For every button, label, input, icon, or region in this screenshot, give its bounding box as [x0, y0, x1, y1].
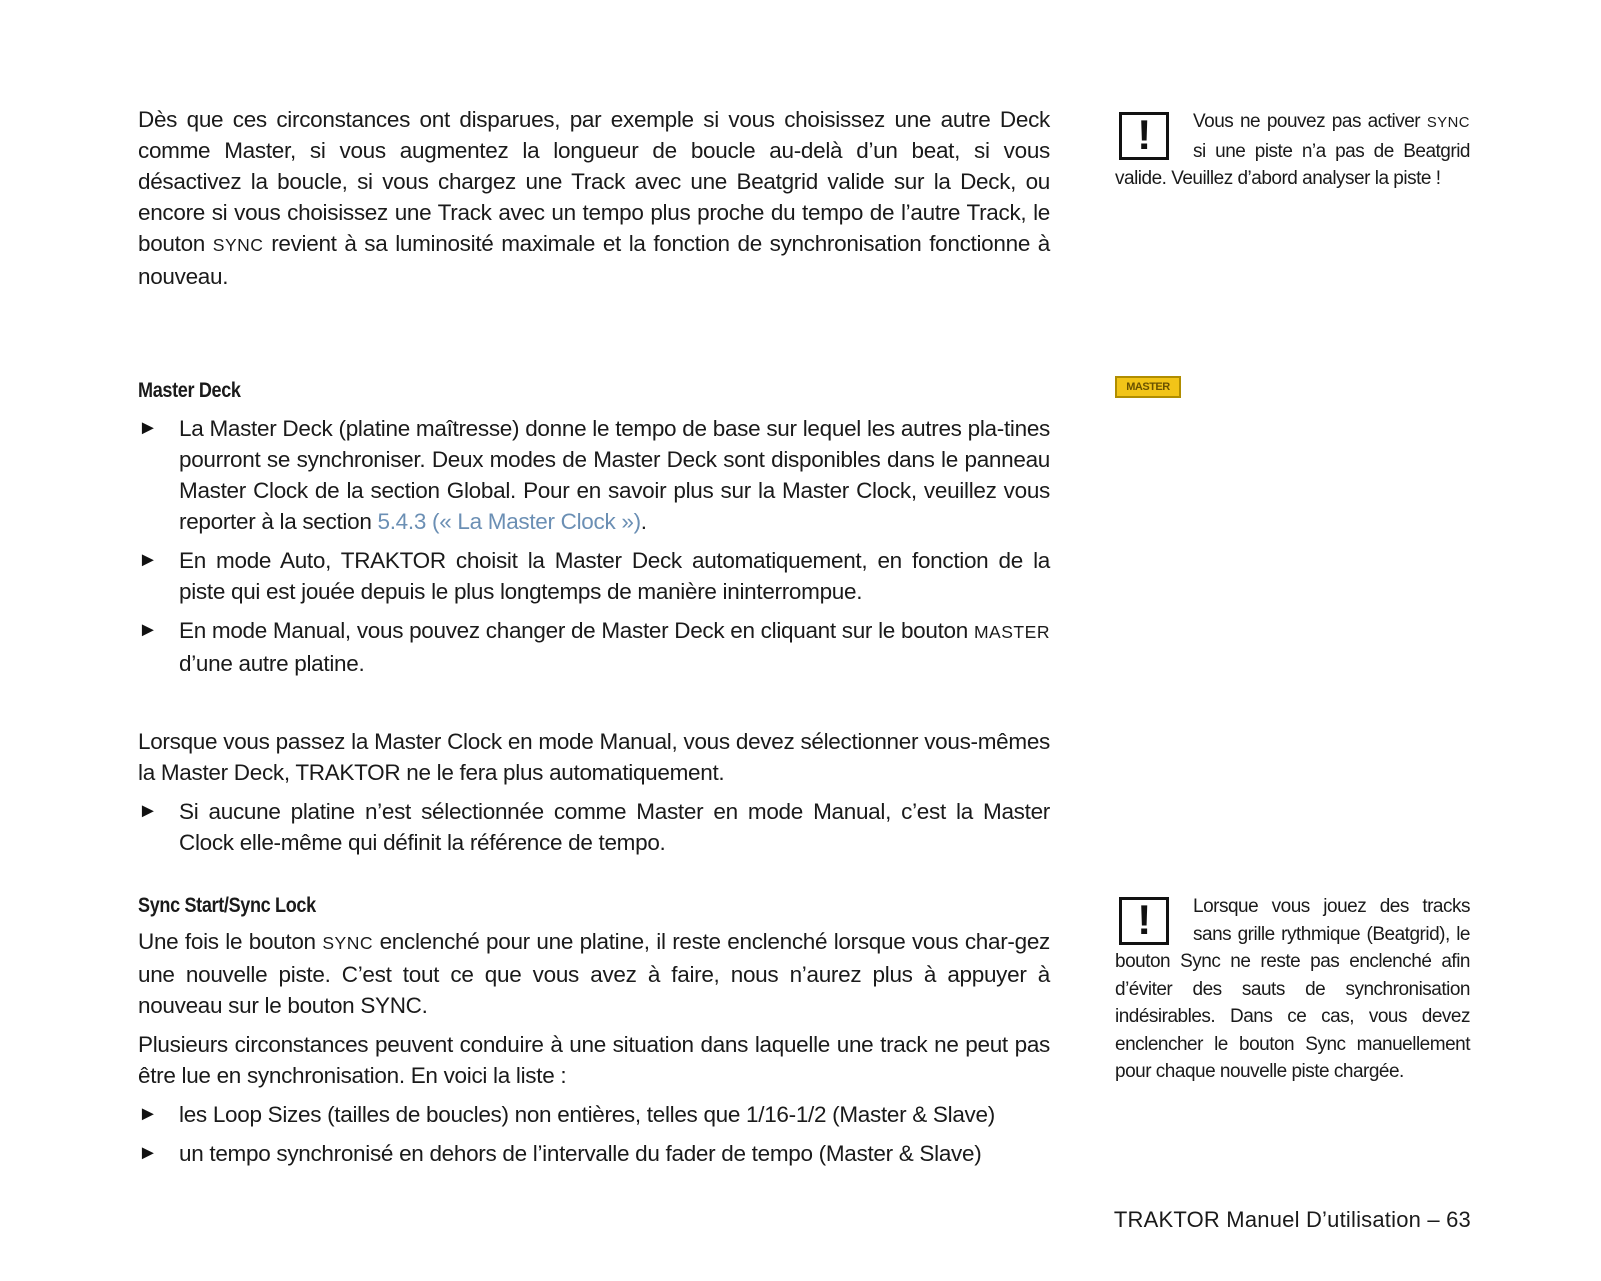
section-heading-sync-start: Sync Start/Sync Lock [138, 894, 316, 917]
exclamation-glyph: ! [1137, 896, 1151, 943]
paragraph: Plusieurs circonstances peuvent conduire à une situation dans laquelle une track ne peut pas être lue en synchronisation. En voici la liste : [138, 1032, 1050, 1088]
sync-smallcaps: SYNC [322, 933, 374, 953]
main-column [138, 104, 1050, 1169]
exclamation-box-icon [1119, 112, 1169, 160]
exclamation-box-icon [1119, 897, 1169, 945]
list-item [138, 615, 1050, 679]
note-text: Lorsque vous jouez des tracks sans grille rythmique (Beatgrid), le bouton Sync ne reste pas enclenché afin d’éviter des sauts de synchronisation indésirables. Dans ce cas, vous devez enclencher le bouton Sync manuellement pour chaque nouvelle piste chargée. [1115, 896, 1470, 1082]
note-text: Vous ne pouvez pas activer [1193, 111, 1427, 132]
bullet-text: En mode Manual, vous pouvez changer de Master Deck en cliquant sur le bouton [179, 618, 974, 643]
triangle-right-icon: ► [138, 1103, 158, 1125]
page-footer: TRAKTOR Manuel D’utilisation – 63 [1113, 1207, 1471, 1232]
side-note-sync-warning [1115, 108, 1470, 193]
master-smallcaps: MASTER [973, 622, 1050, 642]
side-note-beatgrid-warning [1115, 893, 1470, 1086]
bullet-text: En mode Auto, TRAKTOR choisit la Master Deck automatiquement, en fonction de la piste qui est jouée depuis le plus longtemps de manière ininterrompue. [179, 548, 1050, 604]
paragraph: Lorsque vous passez la Master Clock en mode Manual, vous devez sélectionner vous-mêmes la Master Deck, TRAKTOR ne le fera plus automatiquement. [138, 729, 1050, 785]
master-button-image: MASTER [1115, 376, 1181, 398]
list-item [138, 796, 1050, 858]
note-text-end: si une piste n’a pas de Beatgrid valide. Veuillez d’abord analyser la piste ! [1115, 140, 1470, 189]
intro-text-end: revient à sa luminosité maximale et la fonction de synchronisation fonctionne à nouveau. [138, 231, 1050, 289]
exclamation-glyph: ! [1137, 111, 1151, 158]
list-item [138, 413, 1050, 537]
paragraph-text: Une fois le bouton [138, 929, 323, 954]
triangle-right-icon: ► [138, 549, 158, 571]
bullet-text: un tempo synchronisé en dehors de l’intervalle du fader de tempo (Master & Slave) [179, 1141, 982, 1166]
sync-smallcaps: SYNC [212, 235, 264, 255]
intro-paragraph [138, 104, 1050, 292]
triangle-right-icon: ► [138, 417, 158, 439]
bullet-text-end: . [640, 509, 647, 534]
bullet-text: Si aucune platine n’est sélectionnée comme Master en mode Manual, c’est la Master Clock elle-même qui définit la référence de tempo. [179, 799, 1050, 855]
bullet-text-end: d’une autre platine. [179, 651, 365, 676]
intro-text: Dès que ces circonstances ont disparues, par exemple si vous choisissez une autre Deck comme Master, si vous augmentez la longueur de boucle au-delà d’un beat, si vous désactivez la boucle, si vous chargez une Track avec une Beatgrid valide sur la Deck, ou encore si vous choisissez une Track avec un tempo plus proche du tempo de l’autre Track, le bouton [138, 107, 1050, 256]
triangle-right-icon: ► [138, 800, 158, 822]
list-item [138, 545, 1050, 607]
paragraph-text-end: enclenché pour une platine, il reste enclenché lorsque vous char-gez une nouvelle piste. C’est tout ce que vous avez à faire, nous n’aurez plus à appuyer à nouveau sur le bouton SYNC. [138, 929, 1050, 1018]
triangle-right-icon: ► [138, 1142, 158, 1164]
list-item [138, 1138, 1050, 1169]
list-item [138, 1099, 1050, 1130]
section-link[interactable]: 5.4.3 (« La Master Clock ») [377, 509, 641, 534]
paragraph [138, 926, 1050, 1021]
bullet-text: les Loop Sizes (tailles de boucles) non entières, telles que 1/16-1/2 (Master & Slave) [179, 1102, 995, 1127]
sync-smallcaps: SYNC [1426, 115, 1470, 131]
bullet-text: La Master Deck (platine maîtresse) donne le tempo de base sur lequel les autres pla-tines pourront se synchroniser. Deux modes de Master Deck sont disponibles dans le panneau Master Clock de la section Global. Pour en savoir plus sur la Master Clock, veuillez vous reporter à la section [179, 416, 1050, 534]
section-heading-master-deck: Master Deck [138, 379, 241, 402]
triangle-right-icon: ► [138, 619, 158, 641]
